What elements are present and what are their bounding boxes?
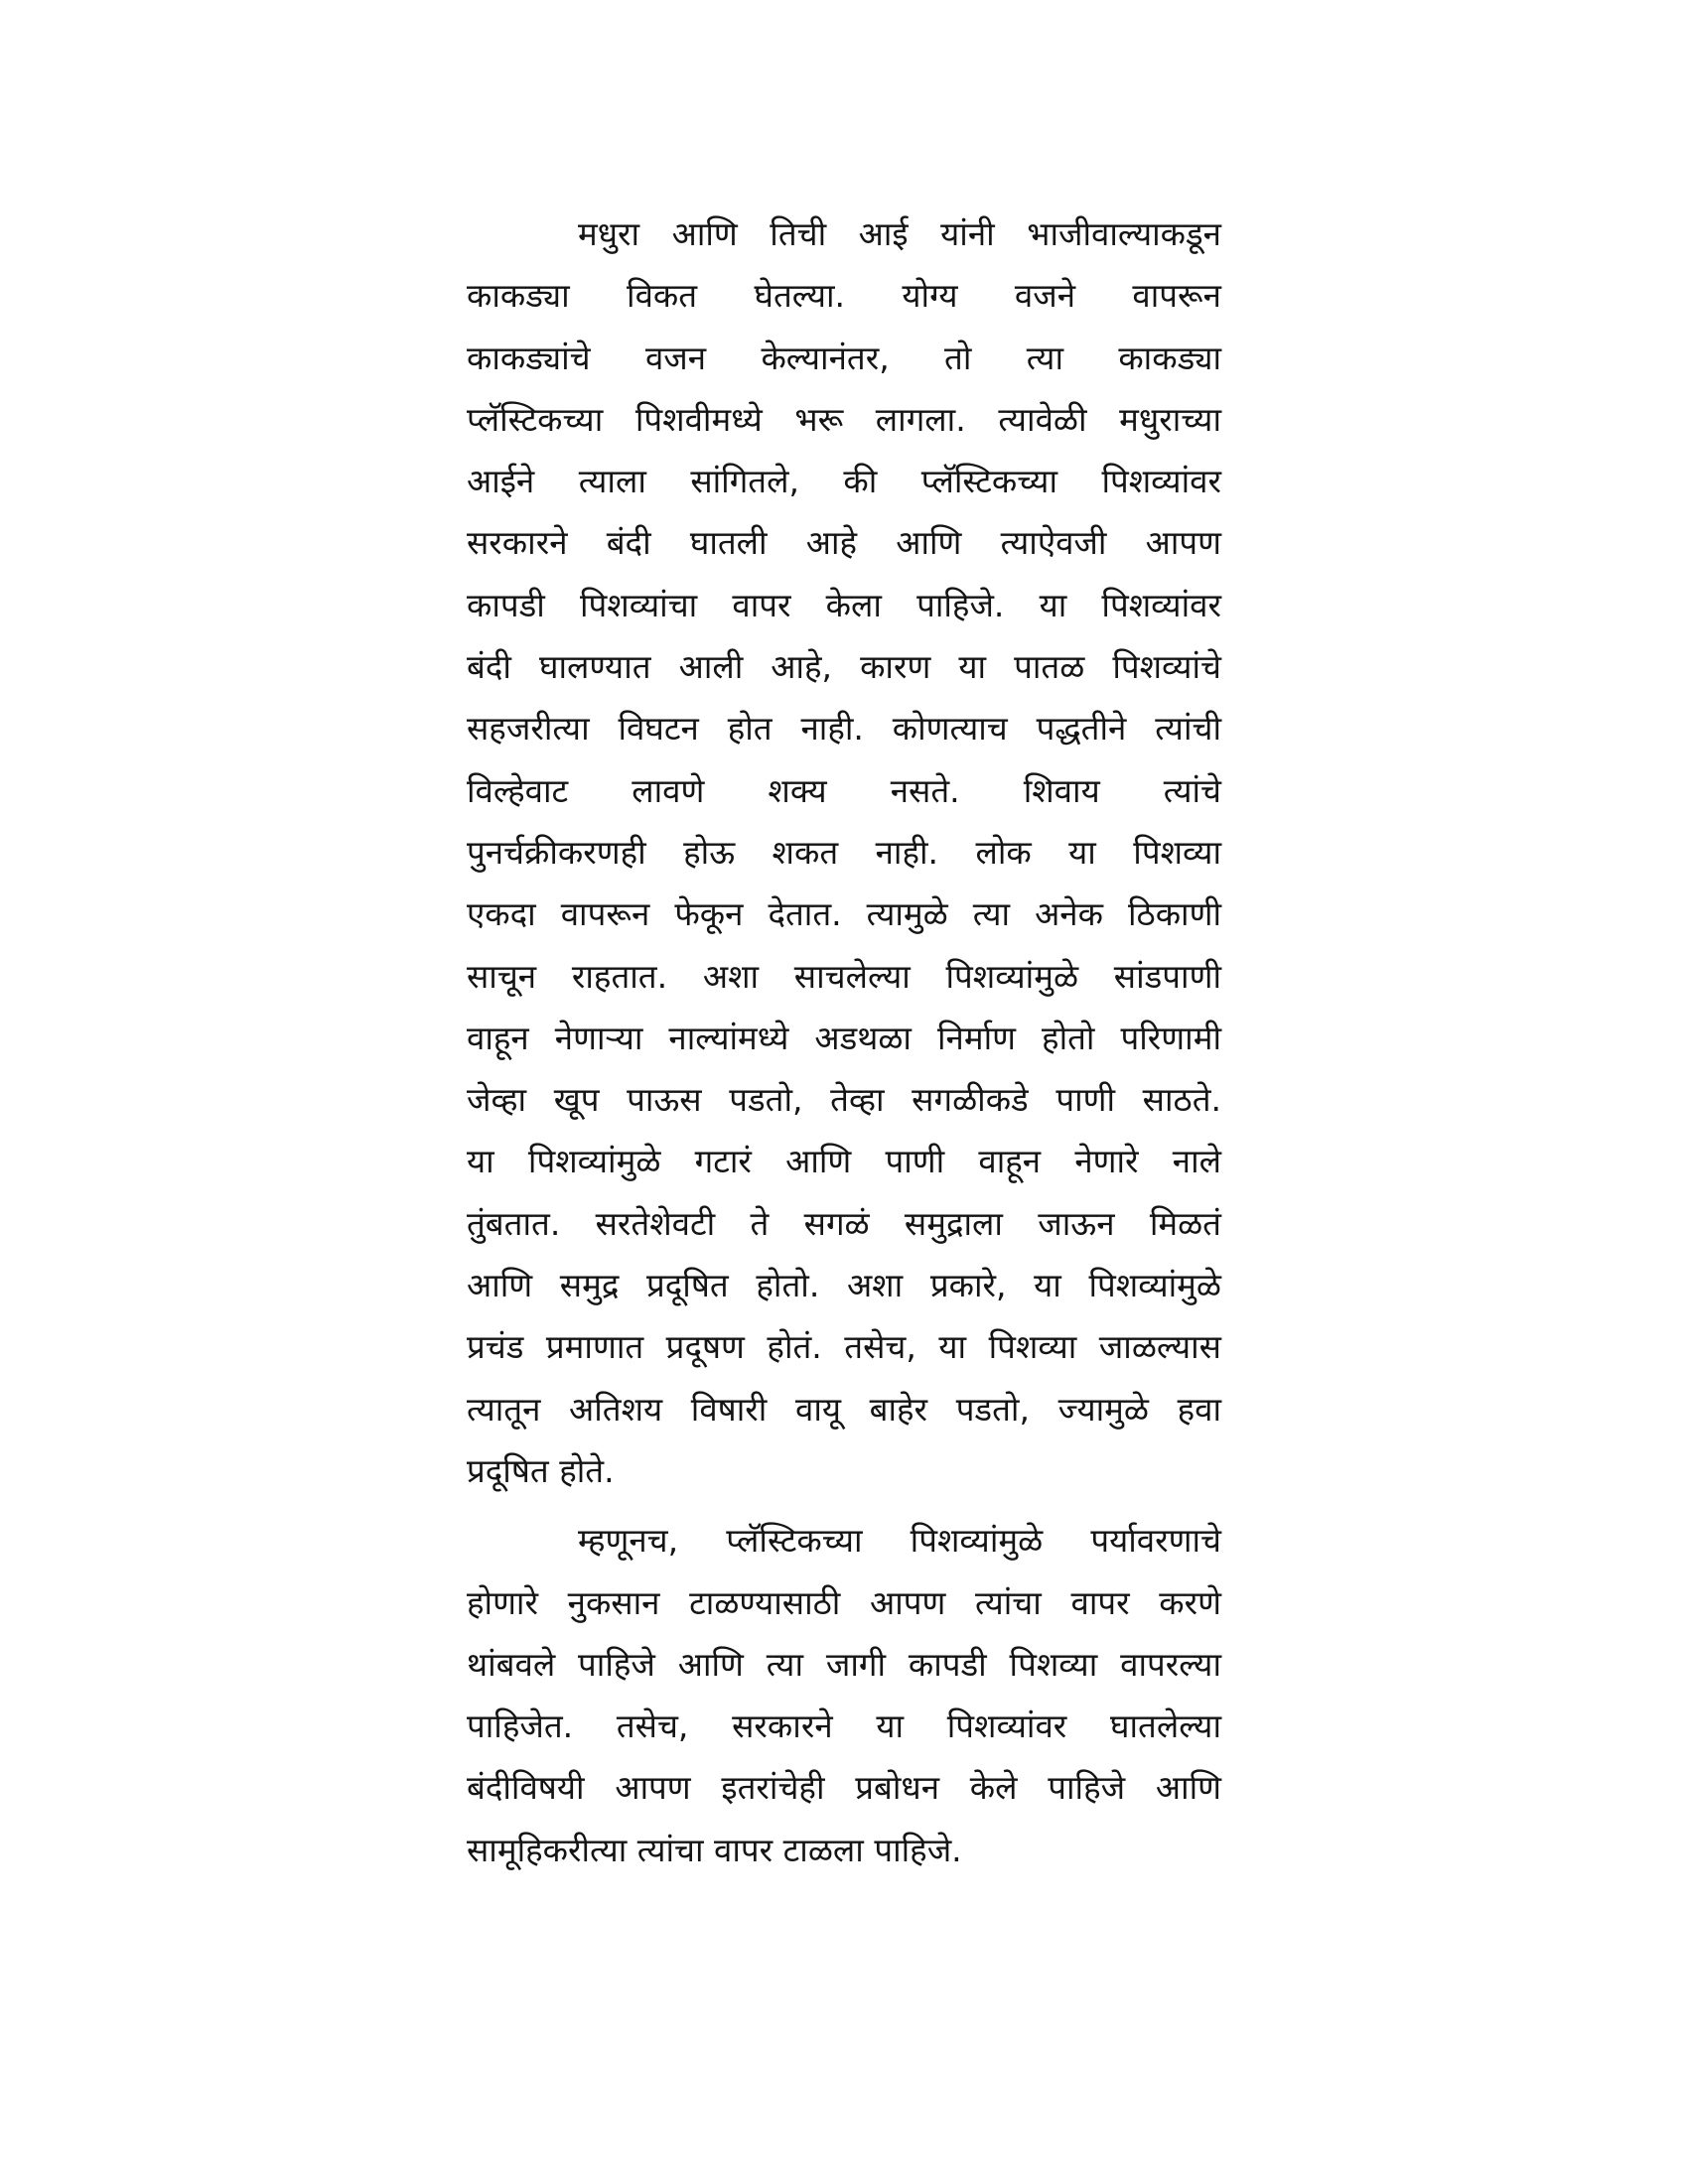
- text-line: पाहिजेत. तसेच, सरकारने या पिशव्यांवर घातलेल्या: [467, 1706, 1221, 1746]
- text-line: थांबवले पाहिजे आणि त्या जागी कापडी पिशव्या वापरल्या: [467, 1644, 1221, 1684]
- text-line: होणारे नुकसान टाळण्यासाठी आपण त्यांचा वापर करणे: [467, 1582, 1221, 1622]
- text-line: जेव्हा खूप पाऊस पडतो, तेव्हा सगळीकडे पाणी साठते.: [467, 1080, 1221, 1120]
- paragraph-2: [467, 1510, 1221, 1881]
- text-line: मधुरा आणि तिची आई यांनी भाजीवाल्याकडून: [578, 214, 1221, 253]
- text-line: पुनर्चक्रीकरणही होऊ शकत नाही. लोक या पिशव्या: [467, 832, 1221, 872]
- text-line: काकड्या विकत घेतल्या. योग्य वजने वापरून: [467, 276, 1221, 316]
- text-line: सहजरीत्या विघटन होत नाही. कोणत्याच पद्धतीने त्यांची: [467, 709, 1221, 749]
- text-line: बंदी घालण्यात आली आहे, कारण या पातळ पिशव्यांचे: [467, 647, 1221, 687]
- text-line: विल्हेवाट लावणे शक्य नसते. शिवाय त्यांचे: [467, 770, 1221, 810]
- text-line: प्रचंड प्रमाणात प्रदूषण होतं. तसेच, या पिशव्या जाळल्यास: [467, 1327, 1221, 1367]
- text-line: काकड्यांचे वजन केल्यानंतर, तो त्या काकड्या: [467, 338, 1221, 377]
- text-line: प्लॅस्टिकच्या पिशवीमध्ये भरू लागला. त्यावेळी मधुराच्या: [467, 399, 1221, 439]
- text-line: म्हणूनच, प्लॅस्टिकच्या पिशव्यांमुळे पर्यावरणाचे: [578, 1521, 1221, 1561]
- paragraph-1: [467, 204, 1221, 1502]
- text-line: तुंबतात. सरतेशेवटी ते सगळं समुद्राला जाऊन मिळतं: [467, 1203, 1221, 1243]
- text-line: सामूहिकरीत्या त्यांचा वापर टाळला पाहिजे.: [467, 1830, 962, 1869]
- text-line: कापडी पिशव्यांचा वापर केला पाहिजे. या पिशव्यांवर: [467, 585, 1221, 624]
- text-line: साचून राहतात. अशा साचलेल्या पिशव्यांमुळे सांडपाणी: [467, 956, 1221, 996]
- text-line: आईने त्याला सांगितले, की प्लॅस्टिकच्या पिशव्यांवर: [467, 462, 1221, 501]
- text-line: प्रदूषित होते.: [467, 1450, 615, 1490]
- text-line: बंदीविषयी आपण इतरांचेही प्रबोधन केले पाहिजे आणि: [467, 1768, 1221, 1808]
- text-line: या पिशव्यांमुळे गटारं आणि पाणी वाहून नेणारे नाले: [467, 1142, 1221, 1181]
- text-line: आणि समुद्र प्रदूषित होतो. अशा प्रकारे, या पिशव्यांमुळे: [467, 1266, 1221, 1305]
- document-body: [467, 204, 1221, 1881]
- text-line: त्यातून अतिशय विषारी वायू बाहेर पडतो, ज्यामुळे हवा: [467, 1389, 1221, 1429]
- text-line: सरकारने बंदी घातली आहे आणि त्याऐवजी आपण: [467, 523, 1221, 563]
- text-line: एकदा वापरून फेकून देतात. त्यामुळे त्या अनेक ठिकाणी: [467, 894, 1221, 934]
- text-line: वाहून नेणाऱ्या नाल्यांमध्ये अडथळा निर्माण होतो परिणामी: [467, 1018, 1221, 1057]
